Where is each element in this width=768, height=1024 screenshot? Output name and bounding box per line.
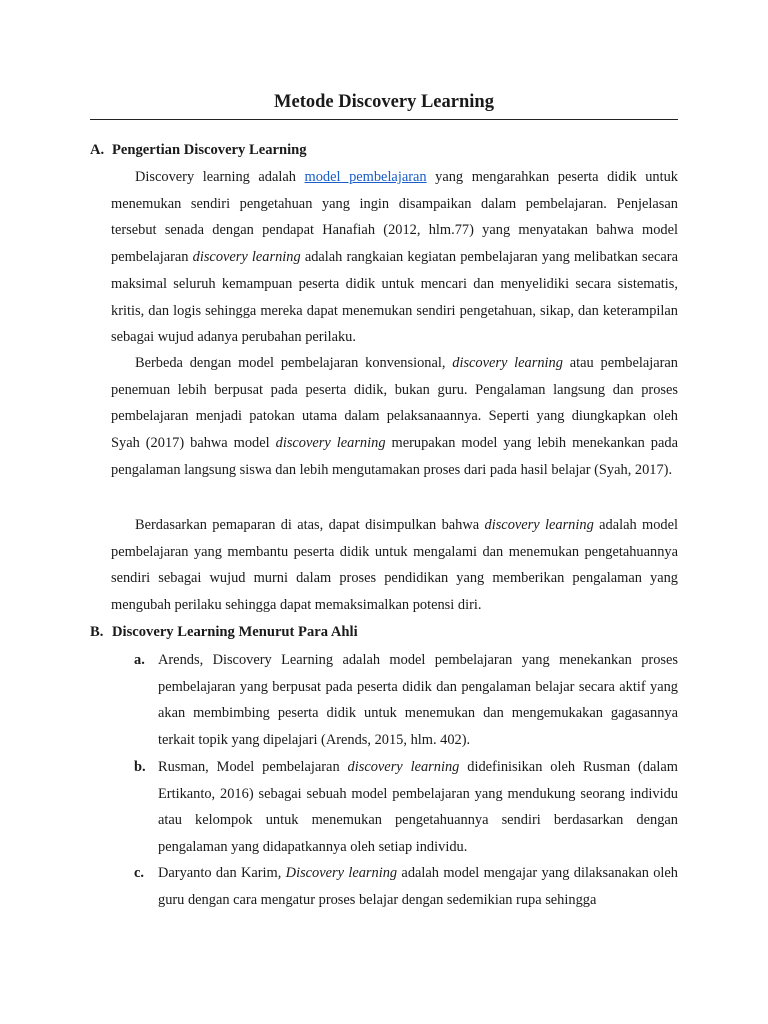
text-run: Daryanto dan Karim, [158,865,286,881]
section-a-letter: A. [90,142,105,158]
section-b-letter: B. [90,624,104,640]
list-marker: c. [134,865,144,881]
italic-term: discovery learning [452,355,563,371]
text-run: yang mengarahkan peserta didik untuk menemukan sendiri pengetahuan yang ingin disampaikan dalam pembelajaran. Penjelasan tersebut senada dengan pendapat Hanafiah (2012, hlm.77) yang menyatakan bahwa model pembelajaran [111,169,679,266]
italic-term: discovery learning [484,517,594,533]
text-run: Berbeda dengan model pembelajaran konvensional, [135,355,453,371]
list-marker: b. [134,759,146,775]
list-item-text [158,860,678,913]
text-run: Berdasarkan pemaparan di atas, dapat disimpulkan bahwa [135,517,485,533]
italic-term: discovery learning [192,249,301,266]
text-run: Discovery learning adalah [135,169,305,185]
link-model-pembelajaran[interactable]: model pembelajaran [304,169,427,185]
list-item-c [134,860,678,913]
text-run: merupakan model yang lebih menekankan pada pengalaman langsung siswa dan lebih mengutamakan proses dari pada hasil belajar (Syah, 2017). [111,435,678,478]
italic-term: discovery learning [347,759,460,775]
section-b-title: Discovery Learning Menurut Para Ahli [112,624,358,640]
list-item-b [134,754,678,861]
page-title: Metode Discovery Learning [90,92,678,120]
text-run: adalah rangkaian kegiatan pembelajaran yang melibatkan secara maksimal seluruh kemampuan peserta didik untuk mencari dan menyelidiki secara sistematis, kritis, dan logis sehingga mereka dapat menemukan sendiri pengetahuan, sikap, dan keterampilan sebagai wujud adanya perubahan perilaku. [111,249,678,346]
text-run: atau pembelajaran penemuan lebih berpusat pada peserta didik, bukan guru. Pengalaman langsung dan proses pembelajaran menjadi patokan utama dalam pelaksanaannya. Seperti yang diungkapkan oleh Syah (2017) bahwa model [111,355,678,452]
text-run: adalah model mengajar yang dilaksanakan oleh guru dengan cara mengatur proses belajar dengan sedemikian rupa sehingga [158,865,679,908]
section-a-title: Pengertian Discovery Learning [112,142,307,158]
text-run: Arends, Discovery Learning adalah model pembelajaran yang menekankan proses pembelajaran yang berpusat pada peserta didik dan pengalaman belajar secara aktif yang akan membimbing peserta didik untuk menemukan dan mengemukakan gagasannya terkait topik yang dipelajari (Arends, 2015, hlm. 402). [158,652,678,749]
list-item-a [134,647,678,754]
paragraph-a3 [111,512,678,619]
list-marker: a. [134,652,145,668]
paragraph-a2 [111,350,678,484]
text-run: Rusman, Model pembelajaran [158,759,348,775]
section-b-heading [90,624,358,641]
section-a-heading [90,142,307,159]
italic-term: Discovery learning [285,865,398,881]
italic-term: discovery learning [275,435,386,452]
paragraph-a1 [111,164,678,351]
list-item-text [158,754,678,861]
text-run: didefinisikan oleh Rusman (dalam Ertikanto, 2016) sebagai sebuah model pembelajaran yang mendukung seorang individu atau kelompok untuk menemukan pengetahuannya sendiri berdasarkan dengan pengalaman yang didapatkannya oleh setiap individu. [158,759,678,856]
list-item-text [158,647,678,754]
text-run: adalah model pembelajaran yang membantu peserta didik untuk mengalami dan menemukan pengetahuannya sendiri sebagai wujud murni dalam proses pendidikan yang memberikan pengalaman yang mengubah perilaku sehingga dapat memaksimalkan potensi diri. [111,517,678,614]
